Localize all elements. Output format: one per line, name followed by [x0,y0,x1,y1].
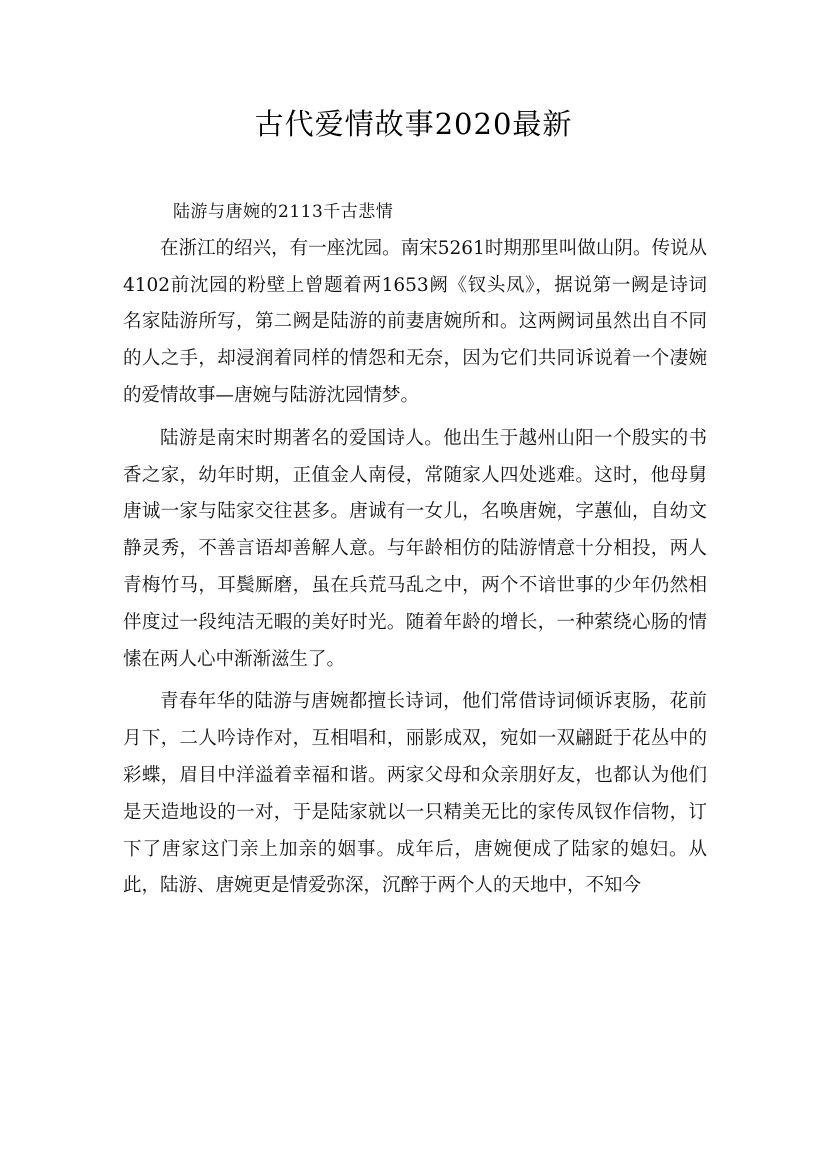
document-body [123,194,707,911]
paragraph: 青春年华的陆游与唐婉都擅长诗词，他们常借诗词倾诉衷肠，花前月下，二人吟诗作对，互相唱和，丽影成双，宛如一双翩跹于花丛中的彩蝶，眉目中洋溢着幸福和谐。两家父母和众亲朋好友，也都认为他们是天造地设的一对，于是陆家就以一只精美无比的家传凤钗作信物，订下了唐家这门亲上加亲的姻事。成年后，唐婉便成了陆家的媳妇。从此，陆游、唐婉更是情爱弥深，沉醉于两个人的天地中，不知今 [123,691,707,897]
paragraph: 陆游是南宋时期著名的爱国诗人。他出生于越州山阳一个殷实的书香之家，幼年时期，正值金人南侵，常随家人四处逃难。这时，他母舅唐诚一家与陆家交往甚多。唐诚有一女儿，名唤唐婉，字蕙仙，自幼文静灵秀，不善言语却善解人意。与年龄相仿的陆游情意十分相投，两人青梅竹马，耳鬓厮磨，虽在兵荒马乱之中，两个不谙世事的少年仍然相伴度过一段纯洁无暇的美好时光。随着年龄的增长，一种萦绕心肠的情愫在两人心中渐渐滋生了。 [123,427,707,670]
section-subheading: 陆游与唐婉的2113千古悲情 [173,202,394,222]
document-title: 古代爱情故事2020最新 [254,107,573,141]
paragraph: 在浙江的绍兴，有一座沈园。南宋5261时期那里叫做山阴。传说从4102前沈园的粉壁上曾题着两1653阙《钗头凤》，据说第一阙是诗词名家陆游所写，第二阙是陆游的前妻唐婉所和。这两阙词虽然出自不同的人之手，却浸润着同样的情怨和无奈，因为它们共同诉说着一个凄婉的爱情故事—唐婉与陆游沈园情梦。 [123,237,707,406]
